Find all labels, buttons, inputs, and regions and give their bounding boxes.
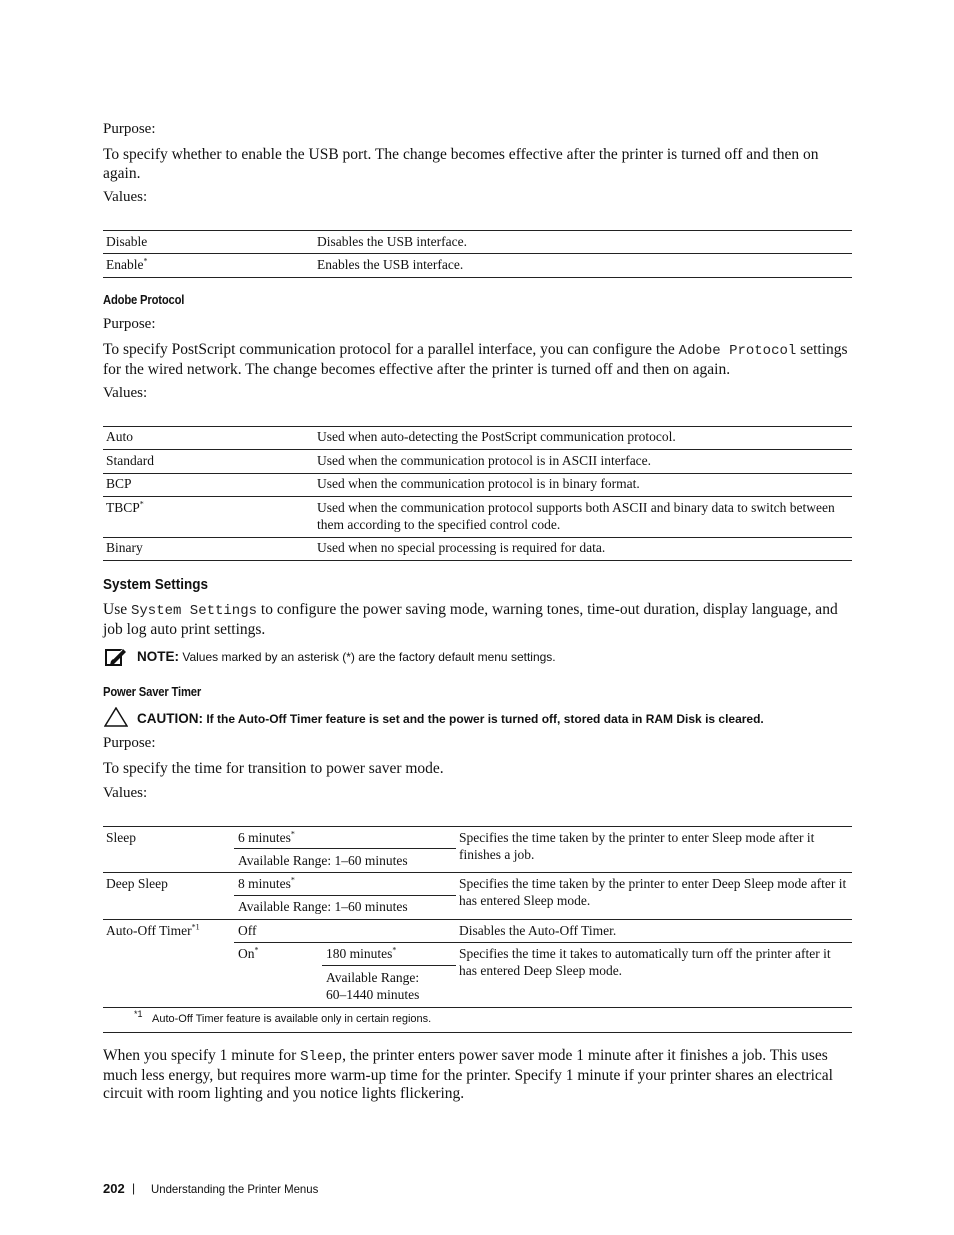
auto-off-off-desc: Disables the Auto-Off Timer. xyxy=(459,923,617,938)
adobe-row-value: Binary xyxy=(106,540,143,555)
usb-purpose-text: To specify whether to enable the USB port. The change becomes effective after the printer is turned off and then on again. xyxy=(103,146,819,182)
adobe-row-value: TBCP* xyxy=(106,499,144,515)
system-note: NOTE: Values marked by an asterisk (*) are the factory default menu settings. xyxy=(137,649,556,664)
power-values-label: Values: xyxy=(103,785,148,801)
system-heading: System Settings xyxy=(103,576,209,593)
system-intro: Use System Settings to configure the power saving mode, warning tones, time-out duration, display language, and job log auto print settings. xyxy=(103,601,838,638)
chapter-title: Understanding the Printer Menus xyxy=(151,1182,319,1196)
sleep-name: Sleep xyxy=(106,830,136,845)
adobe-purpose-text: To specify PostScript communication protocol for a parallel interface, you can configure the Adobe Protocol settings for the wired network. The change becomes effective after the printer is turned off and then on again. xyxy=(103,341,848,378)
note-pencil-icon xyxy=(105,647,127,672)
usb-row-disable-desc: Disables the USB interface. xyxy=(317,234,467,249)
auto-off-on-desc: Specifies the time it takes to automatically turn off the printer after it has entered Deep Sleep mode. xyxy=(459,946,831,978)
auto-off-name: Auto-Off Timer$^{*1}$ xyxy=(106,922,200,938)
adobe-row-desc: Used when auto-detecting the PostScript communication protocol. xyxy=(317,429,676,444)
adobe-row-desc: Used when the communication protocol supports both ASCII and binary data to switch between them according to the specified control code. xyxy=(317,500,835,532)
caution-triangle-icon xyxy=(104,707,128,732)
adobe-row-value: Standard xyxy=(106,453,154,468)
adobe-row-value: Auto xyxy=(106,429,133,444)
usb-row-enable-value: Enable* xyxy=(106,256,148,272)
power-paragraph: When you specify 1 minute for Sleep, the printer enters power saver mode 1 minute after it finishes a job. This uses much less energy, but requires more warm-up time for the printer. Specify 1 minute if your printer shares an electrical circuit with room lighting and you notice lights flickering. xyxy=(103,1047,833,1102)
adobe-row-value: BCP xyxy=(106,476,132,491)
deep-sleep-value: 8 minutes* xyxy=(238,875,295,891)
sleep-value: 6 minutes* xyxy=(238,829,295,845)
adobe-heading: Adobe Protocol xyxy=(103,293,185,307)
footnote-text: Auto-Off Timer feature is available only in certain regions. xyxy=(152,1013,432,1025)
deep-sleep-desc: Specifies the time taken by the printer to enter Deep Sleep mode after it has entered Sleep mode. xyxy=(459,876,847,908)
footnote-mark: *1 xyxy=(134,1009,143,1019)
sleep-range: Available Range: 1–60 minutes xyxy=(238,853,408,868)
usb-row-enable-desc: Enables the USB interface. xyxy=(317,257,464,272)
auto-off-on-range: Available Range: 60–1440 minutes xyxy=(326,970,420,1002)
auto-off-off: Off xyxy=(238,923,257,938)
usb-purpose-label: Purpose: xyxy=(103,121,156,137)
usb-values-label: Values: xyxy=(103,189,148,205)
power-purpose-text: To specify the time for transition to power saver mode. xyxy=(103,760,444,777)
adobe-row-desc: Used when no special processing is required for data. xyxy=(317,540,606,555)
adobe-values-label: Values: xyxy=(103,385,148,401)
power-heading: Power Saver Timer xyxy=(103,685,202,699)
deep-sleep-name: Deep Sleep xyxy=(106,876,168,891)
footer-separator: | xyxy=(132,1181,136,1195)
auto-off-on-value: 180 minutes* xyxy=(326,945,397,961)
sleep-desc: Specifies the time taken by the printer to enter Sleep mode after it finishes a job. xyxy=(459,830,815,862)
adobe-row-desc: Used when the communication protocol is in binary format. xyxy=(317,476,640,491)
power-caution: CAUTION: If the Auto-Off Timer feature is set and the power is turned off, stored data in RAM Disk is cleared. xyxy=(137,711,764,726)
adobe-row-desc: Used when the communication protocol is in ASCII interface. xyxy=(317,453,652,468)
usb-row-disable-value: Disable xyxy=(106,234,148,249)
adobe-purpose-label: Purpose: xyxy=(103,316,156,332)
page-number: 202 xyxy=(103,1181,125,1196)
auto-off-on: On* xyxy=(238,945,259,961)
deep-sleep-range: Available Range: 1–60 minutes xyxy=(238,899,408,914)
power-purpose-label: Purpose: xyxy=(103,735,156,751)
